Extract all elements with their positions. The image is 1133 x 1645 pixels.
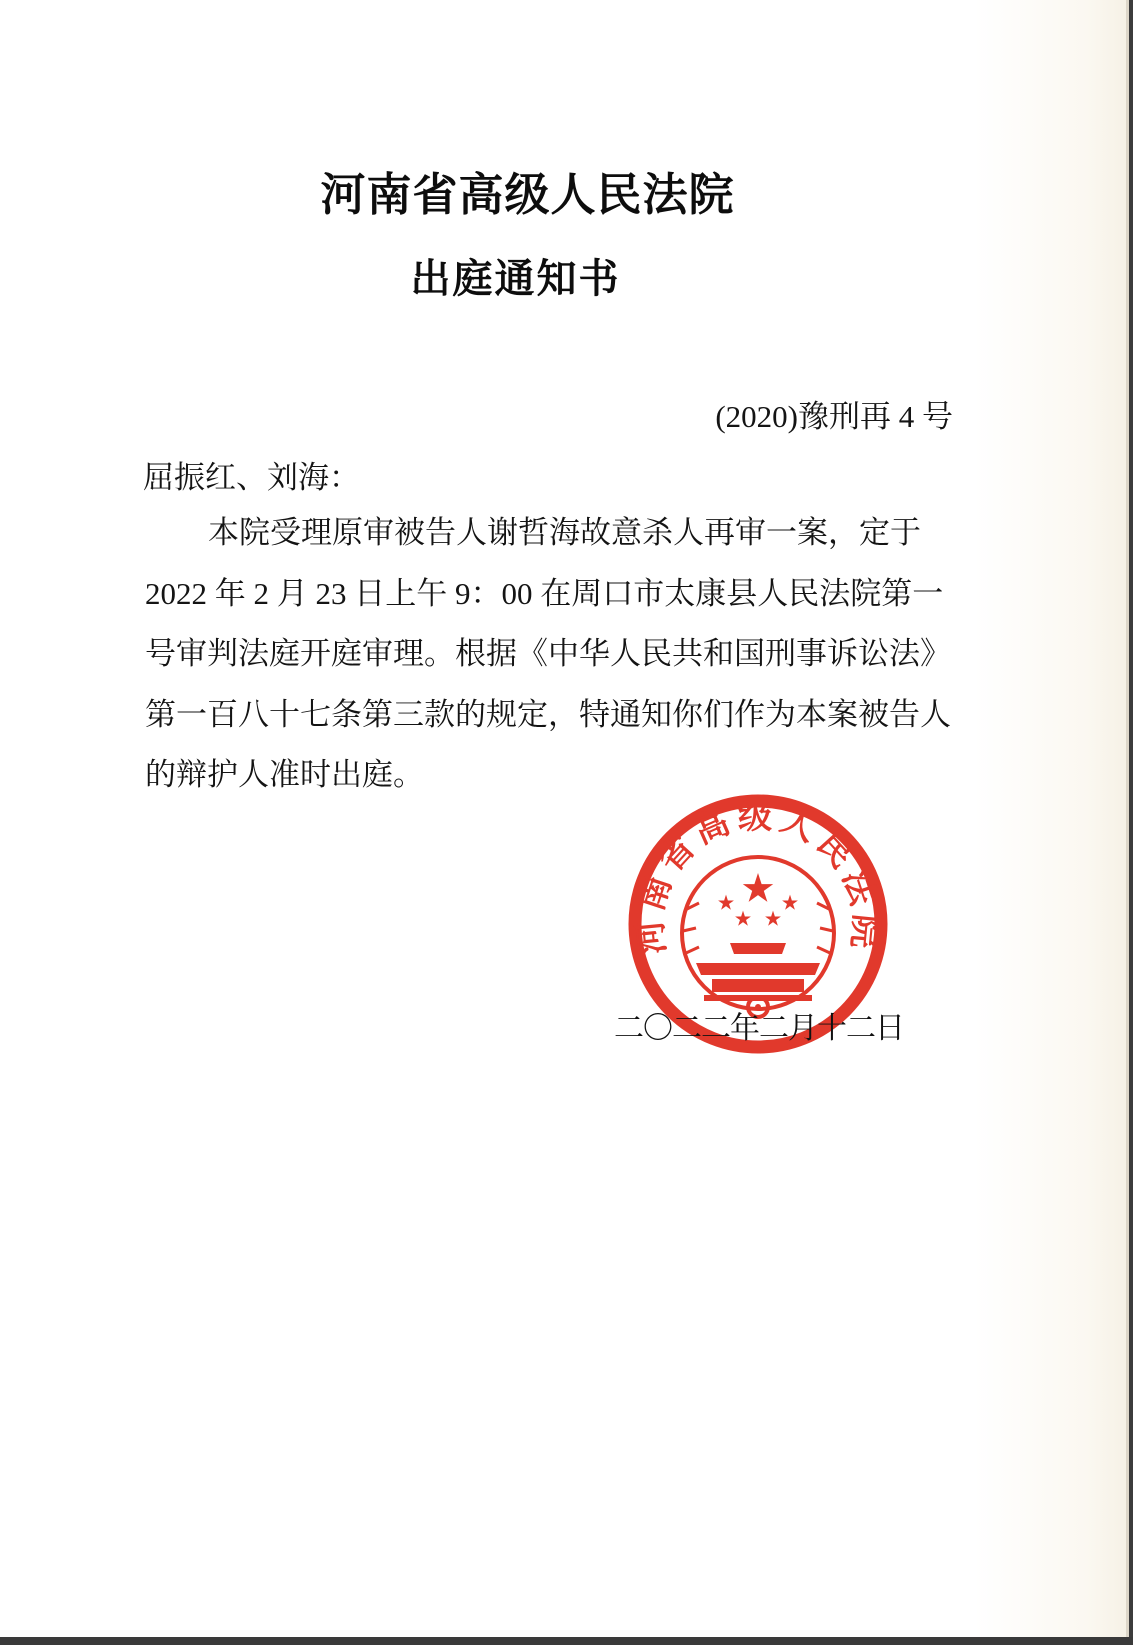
photo-edge-bottom — [0, 1637, 1133, 1645]
body-line: 2022 年 2 月 23 日上午 9：00 在周口市太康县人民法院第一 — [145, 575, 944, 611]
seal-ring-text: 河南省高级人民法院 — [630, 798, 886, 957]
photo-edge-right — [1129, 0, 1133, 1645]
body-line: 号审判法庭开庭审理。根据《中华人民共和国刑事诉讼法》 — [145, 636, 951, 671]
body-line: 第一百八十七条第三款的规定，特通知你们作为本案被告人 — [145, 696, 951, 732]
body-line: 的辩护人准时出庭。 — [145, 757, 424, 792]
addressee-line: 屈振红、刘海： — [143, 460, 360, 495]
court-name-title: 河南省高级人民法院 — [320, 169, 735, 220]
document-title: 出庭通知书 — [410, 257, 621, 301]
body-paragraph — [145, 503, 957, 806]
tiananmen-gate-icon — [696, 943, 820, 1001]
case-number: (2020)豫刑再 4 号 — [715, 399, 953, 434]
national-emblem-icon — [682, 857, 834, 1017]
date-line: 二〇二二年二月十二日 — [614, 1012, 904, 1045]
body-line: 本院受理原审被告人谢哲海故意杀人再审一案，定于 — [208, 515, 921, 550]
